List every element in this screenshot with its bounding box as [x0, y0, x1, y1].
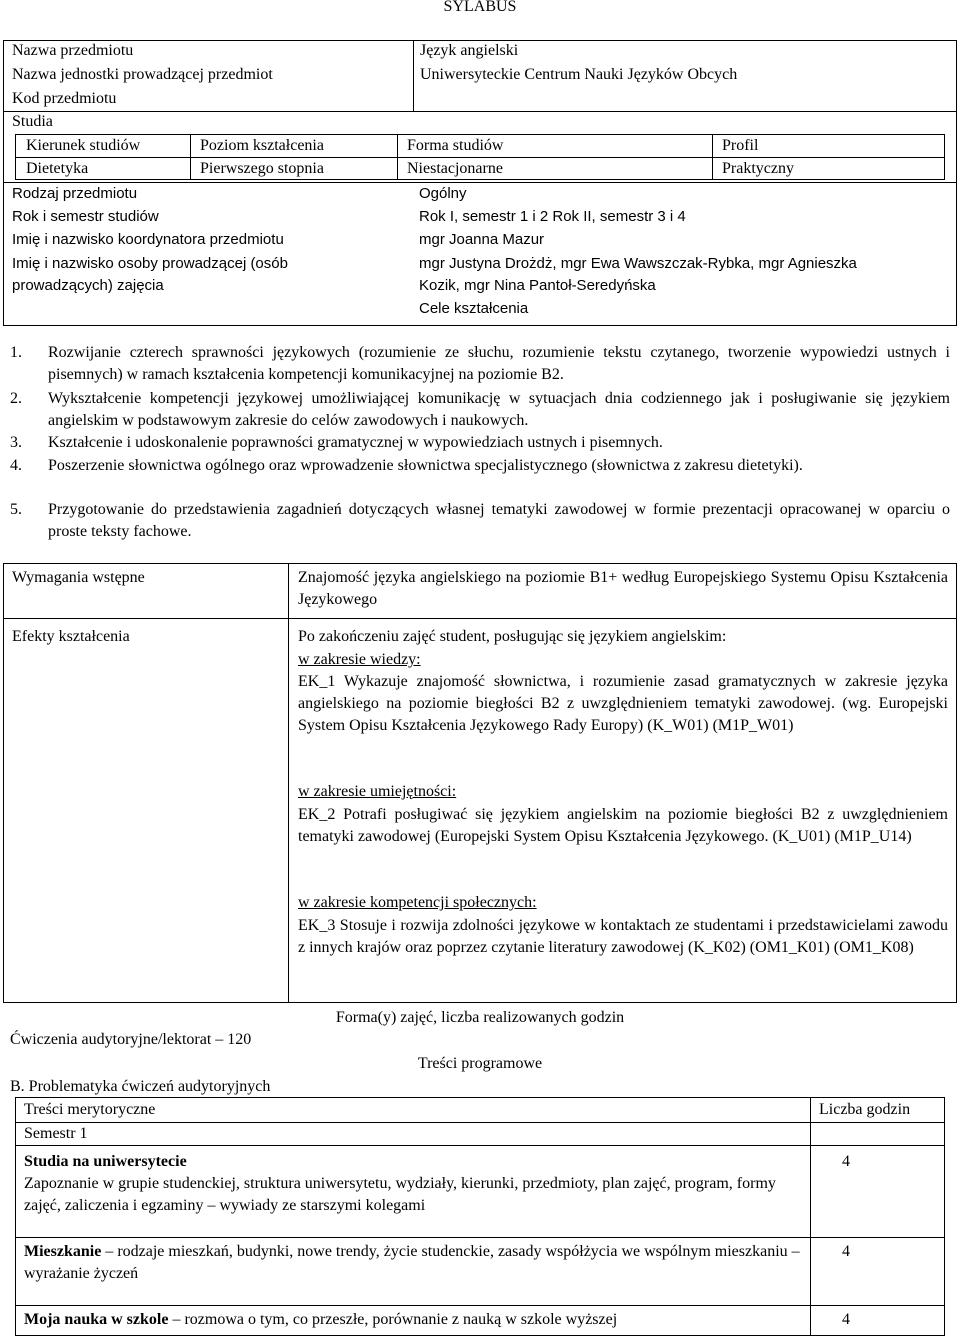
wiedza-heading: w zakresie wiedzy:: [298, 651, 421, 668]
topic-hours: 4: [842, 1311, 850, 1328]
cele-text: Wykształcenie kompetencji językowej umożliwiającej komunikację w sytuacjach dnia codziennego jak i posługiwanie się językiem angielskim w podstawowym zakresie do celów zawodowych i naukowych.: [48, 390, 950, 429]
studies-header: Profil: [722, 137, 759, 154]
info-label: Nazwa jednostki prowadzącej przedmiot: [12, 66, 273, 83]
koordynator-value: mgr Joanna Mazur: [419, 231, 545, 248]
kompetencje-heading: w zakresie kompetencji społecznych:: [298, 894, 537, 911]
topic-title: Mieszkanie: [24, 1243, 102, 1260]
info-value: Język angielski: [420, 42, 519, 59]
cele-header: Cele kształcenia: [419, 300, 529, 317]
efekty-intro: Po zakończeniu zajęć student, posługując się językiem angielskim:: [298, 628, 727, 645]
cele-num: 3.: [10, 434, 22, 451]
rok-label: Rok i semestr studiów: [12, 208, 159, 225]
kompetencje-text: EK_3 Stosuje i rozwija zdolności językowe w kontaktach ze studentami i przedstawicielami zawodu z innych krajów oraz poprzez czytanie literatury zawodowej (K_K02) (OM1_K01) (OM1_K08): [298, 917, 948, 956]
topic-hours: 4: [842, 1153, 850, 1170]
cele-item: [10, 342, 950, 386]
cele-num: 4.: [10, 457, 22, 474]
wiedza-text: EK_1 Wykazuje znajomość słownictwa, i rozumienie zasad gramatycznych w zakresie języka angielskiego na poziomie biegłości B2 z uwzględnieniem tematyki zawodowej. (wg. Europejski System Opisu Kształcenia Językowego Rady Europy) (K_W01) (M1P_W01): [298, 673, 948, 734]
cele-text: Kształcenie i udoskonalenie poprawności gramatycznej w wypowiedziach ustnych i pisemnych.: [48, 434, 663, 451]
prowadzacy-label: prowadzących) zajęcia: [12, 277, 164, 294]
cele-text: Poszerzenie słownictwa ogólnego oraz wprowadzenie słownictwa specjalistycznego (słownictwa z zakresu dietetyki).: [48, 457, 803, 474]
umiejetnosci-heading: w zakresie umiejętności:: [298, 783, 457, 800]
topic-text: Zapoznanie w grupie studenckiej, struktura uniwersytetu, wydziały, kierunki, przedmioty, plan zajęć, program, formy zajęć, zaliczenia i egzaminy – wywiady ze starszymi kolegami: [24, 1175, 776, 1214]
cele-num: 5.: [10, 501, 22, 518]
info-label: Studia: [12, 113, 53, 130]
koordynator-label: Imię i nazwisko koordynatora przedmiotu: [12, 231, 284, 248]
topic-title: Moja nauka w szkole: [24, 1311, 169, 1328]
cele-text: Przygotowanie do przedstawienia zagadnień dotyczących własnej tematyki zawodowej w formie prezentacji opracowanej w oparciu o proste teksty fachowe.: [48, 501, 950, 540]
tresci-row: [24, 1309, 804, 1331]
forma-header: Forma(y) zajęć, liczba realizowanych godzin: [335, 1009, 625, 1026]
umiejetnosci-text: EK_2 Potrafi posługiwać się językiem angielskim na poziomie biegłości B2 z uwzględnieniem tematyki zawodowej (Europejski System Opisu Kształcenia Językowego. (K_U01) (M1P_U14): [298, 806, 948, 845]
prowadzacy-value: Kozik, mgr Nina Pantoł-Seredyńska: [419, 277, 656, 294]
cele-item: [10, 432, 950, 454]
info-label: Kod przedmiotu: [12, 90, 117, 107]
prowadzacy-value: mgr Justyna Drożdż, mgr Ewa Wawszczak-Rybka, mgr Agnieszka: [419, 255, 857, 272]
topic-text: – rodzaje mieszkań, budynki, nowe trendy, życie studenckie, zasady współżycia we wspólnym mieszkaniu – wyrażanie życzeń: [24, 1243, 800, 1282]
semester-label: Semestr 1: [24, 1125, 88, 1142]
tresci-row: [24, 1151, 804, 1217]
efekty-label: Efekty kształcenia: [12, 628, 130, 645]
cele-item: [10, 499, 950, 543]
studies-header: Kierunek studiów: [26, 137, 141, 154]
info-value: Uniwersyteckie Centrum Nauki Języków Obcych: [420, 66, 738, 83]
rodzaj-value: Ogólny: [419, 185, 467, 202]
tresci-row: [24, 1241, 804, 1285]
rodzaj-label: Rodzaj przedmiotu: [12, 185, 138, 202]
info-label: Nazwa przedmiotu: [12, 42, 134, 59]
studies-value: Dietetyka: [26, 160, 89, 177]
studies-header: Poziom kształcenia: [200, 137, 324, 154]
page-title: SYLABUS: [443, 0, 517, 15]
prowadzacy-label: Imię i nazwisko osoby prowadzącej (osób: [12, 255, 288, 272]
studies-value: Niestacjonarne: [407, 160, 503, 177]
cele-item: [10, 455, 950, 477]
forma-value: Ćwiczenia audytoryjne/lektorat – 120: [10, 1031, 252, 1048]
studies-header: Forma studiów: [407, 137, 504, 154]
problematyka-heading: B. Problematyka ćwiczeń audytoryjnych: [10, 1078, 271, 1095]
cele-num: 2.: [10, 390, 22, 407]
tresci-col-left: Treści merytoryczne: [24, 1101, 156, 1118]
tresci-header: Treści programowe: [417, 1055, 543, 1072]
topic-title: Studia na uniwersytecie: [24, 1153, 187, 1170]
tresci-col-right: Liczba godzin: [819, 1101, 911, 1118]
cele-item: [10, 388, 950, 432]
rok-value: Rok I, semestr 1 i 2 Rok II, semestr 3 i 4: [419, 208, 686, 225]
topic-hours: 4: [842, 1243, 850, 1260]
wymagania-label: Wymagania wstępne: [12, 569, 145, 586]
cele-text: Rozwijanie czterech sprawności językowych (rozumienie ze słuchu, rozumienie tekstu czytanego, tworzenie wypowiedzi ustnych i pisemnych) w ramach kształcenia kompetencji komunikacyjnej na poziomie B2.: [48, 344, 950, 383]
cele-num: 1.: [10, 344, 22, 361]
wymagania-value: Znajomość języka angielskiego na poziomie B1+ według Europejskiego Systemu Opisu Kształcenia Językowego: [298, 569, 948, 608]
studies-value: Praktyczny: [722, 160, 794, 177]
topic-text: – rozmowa o tym, co przeszłe, porównanie z nauką w szkole wyższej: [168, 1311, 618, 1328]
studies-value: Pierwszego stopnia: [200, 160, 324, 177]
